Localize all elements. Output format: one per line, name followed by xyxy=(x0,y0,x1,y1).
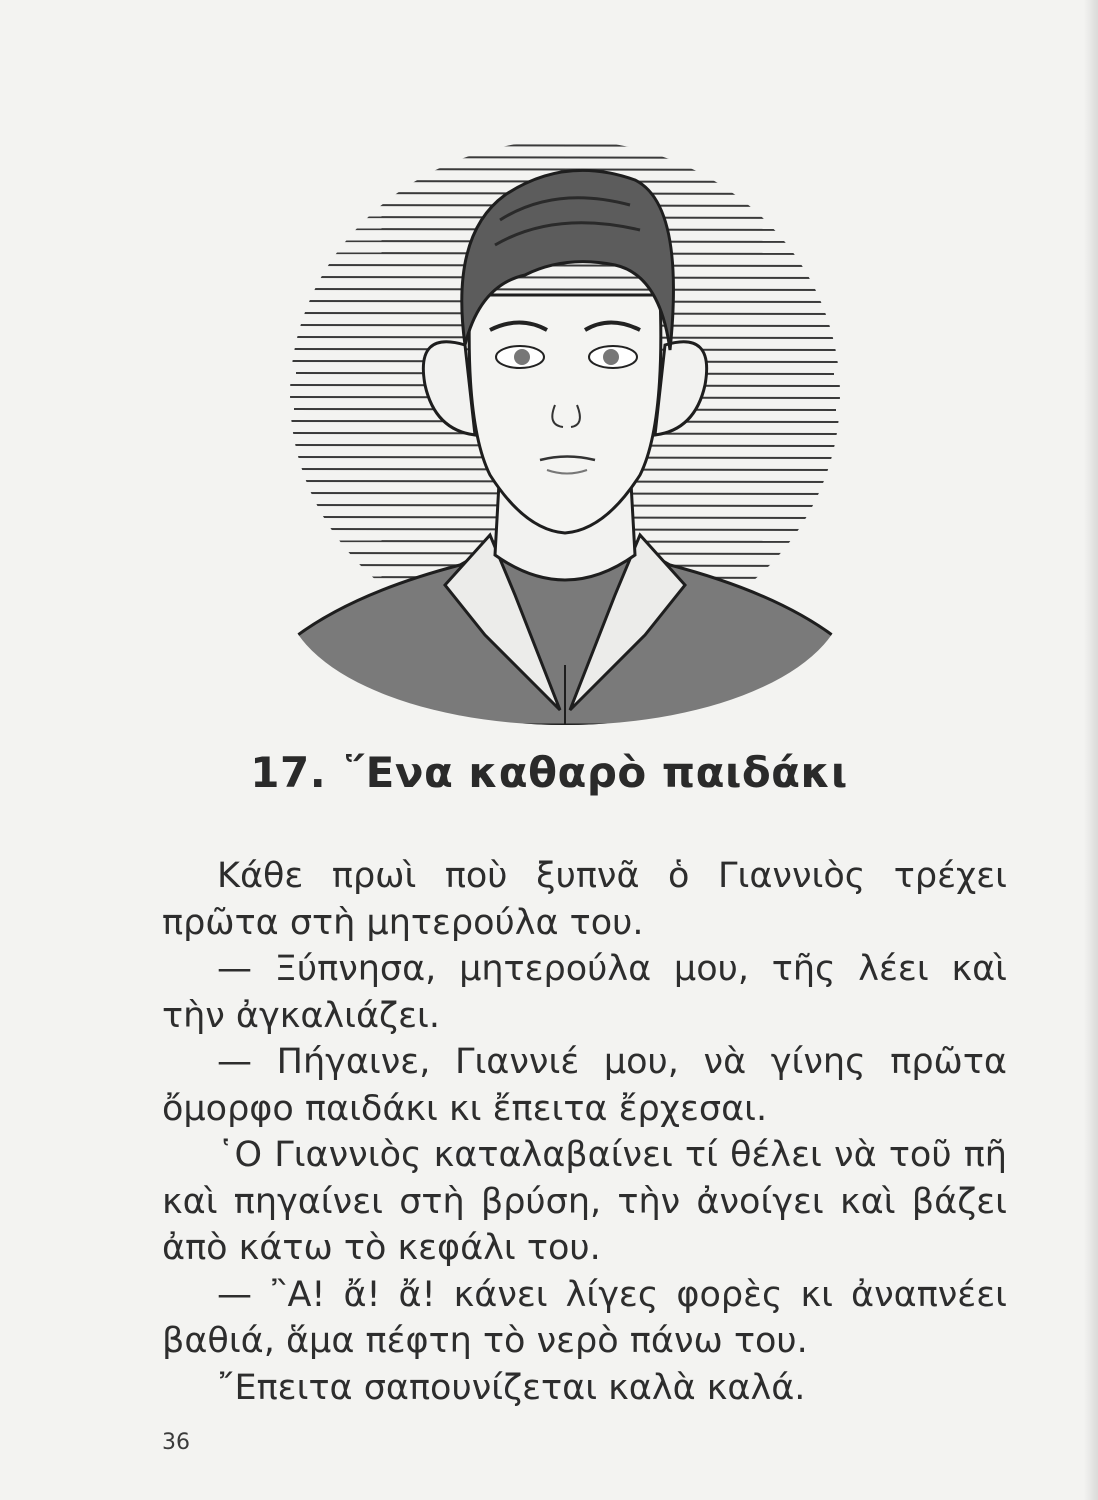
hatch-line xyxy=(285,157,845,158)
hatch-line xyxy=(285,265,845,266)
pupil-right xyxy=(603,349,619,365)
chapter-title-text: ῞Ενα καθαρὸ παιδάκι xyxy=(344,748,848,797)
paragraph: Κάθε πρωὶ ποὺ ξυπνᾶ ὁ Γιαννιὸς τρέχει πρῶτα στὴ μητερούλα του. xyxy=(162,856,1007,943)
pupil-left xyxy=(514,349,530,365)
story-text xyxy=(162,853,1007,1411)
paragraph: ῾Ο Γιαννιὸς καταλαβαίνει τί θέλει νὰ τοῦ πῆ καὶ πηγαίνει στὴ βρύση, τὴν ἀνοίγει καὶ βάζει ἀπὸ κάτω τὸ κεφάλι του. xyxy=(162,1135,1007,1268)
hatch-line xyxy=(286,277,844,278)
paragraph: ῎Επειτα σαπουνίζεται καλὰ καλά. xyxy=(217,1367,806,1408)
chapter-title xyxy=(0,748,1098,797)
chapter-number: 17. xyxy=(250,748,327,797)
paragraph: — ῍Α! ἄ! ἄ! κάνει λίγες φορὲς κι ἀναπνέει βαθιά, ἅμα πέφτη τὸ νερὸ πάνω του. xyxy=(162,1274,1007,1361)
hatch-line xyxy=(285,145,845,146)
boy-portrait-illustration xyxy=(285,125,845,725)
paragraph: — Ξύπνησα, μητερούλα μου, τῆς λέει καὶ τὴν ἀγκαλιάζει. xyxy=(162,949,1007,1036)
page-number: 36 xyxy=(162,1430,190,1455)
paragraph: — Πήγαινε, Γιαννιέ μου, νὰ γίνης πρῶτα ὄμορφο παιδάκι κι ἔπειτα ἔρχεσαι. xyxy=(162,1042,1007,1129)
hatch-line xyxy=(292,169,838,170)
hatch-line xyxy=(293,289,837,290)
